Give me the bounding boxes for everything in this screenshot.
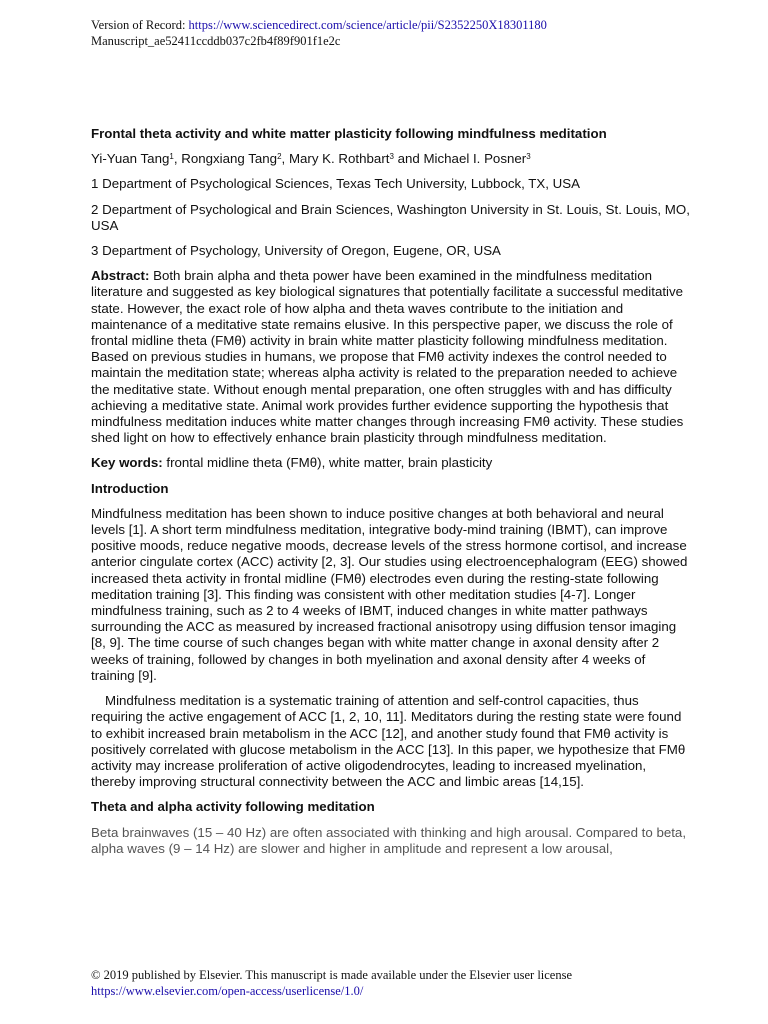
author-name: Yi-Yuan Tang xyxy=(91,151,170,167)
section-heading-introduction: Introduction xyxy=(91,480,169,496)
author-separator: , xyxy=(173,151,182,167)
intro-paragraph-1: Mindfulness meditation has been shown to induce positive changes at both behavioral and neural levels [1]. A short term mindfulness meditation, integrative body-mind training (IBMT), can improve positive moods, reduce negative moods, decrease levels of the stress hormone cortisol, and increase anterior cingulate cortex (ACC) activity [2, 3]. Our studies using electroencephalogram (EEG) showed increased theta activity in frontal midline (FMθ) electrodes even during the resting-state following meditation training [3]. This finding was consistent with other meditation studies [4-7]. Longer mindfulness training, such as 2 to 4 weeks of IBMT, induced changes in white matter pathways surrounding the ACC as measured by increased fractional anisotropy using diffusion tensor imaging [8, 9]. The time course of such changes began with white matter change in axonal density after 2 weeks of training, followed by changes in both myelination and axonal density after 4 weeks of training [9]. xyxy=(91,505,688,683)
author-separator: , xyxy=(281,151,289,167)
author-affiliation-marker: 2 xyxy=(277,152,282,162)
author-name: Michael I. Posner xyxy=(423,151,527,167)
affiliation-3: 3 Department of Psychology, University of Oregon, Eugene, OR, USA xyxy=(91,243,501,259)
version-url-link[interactable]: https://www.sciencedirect.com/science/article/pii/S2352250X18301180 xyxy=(188,18,547,32)
section-heading-theta-alpha: Theta and alpha activity following meditation xyxy=(91,799,375,815)
paper-title: Frontal theta activity and white matter plasticity following mindfulness meditation xyxy=(91,126,607,141)
author-affiliation-marker: 3 xyxy=(389,152,394,162)
author-name: Mary K. Rothbart xyxy=(288,151,390,167)
abstract xyxy=(91,268,691,446)
version-label: Version of Record: xyxy=(91,18,189,32)
keywords-text: frontal midline theta (FMθ), white matter, brain plasticity xyxy=(162,455,493,471)
intro-paragraph-2: Mindfulness meditation is a systematic training of attention and self-control capacities, thus requiring the active engagement of ACC [1, 2, 10, 11]. Meditators during the resting state were found to exhibit increased brain metabolism in the ACC [12], and another study found that FMθ activity is positively correlated with glucose metabolism in the ACC [13]. In this paper, we hypothesize that FMθ activity may increase proliferation of active oligodendrocytes, leading to increased myelination, thereby improving structural connectivity between the ACC and limbic areas [14,15]. xyxy=(91,693,686,790)
keywords xyxy=(91,455,691,471)
page-footer xyxy=(91,967,572,999)
author-name: Rongxiang Tang xyxy=(181,151,278,167)
author-affiliation-marker: 3 xyxy=(526,152,531,162)
page-header xyxy=(91,17,547,49)
author-separator: and xyxy=(393,151,424,167)
keywords-label: Key words: xyxy=(91,455,163,471)
affiliation-1: 1 Department of Psychological Sciences, Texas Tech University, Lubbock, TX, USA xyxy=(91,176,581,192)
abstract-text: Both brain alpha and theta power have been examined in the mindfulness meditation literature and suggested as key biological signatures that potentially facilitate a successful meditative state. However, the exact role of how alpha and theta waves contribute to the initiation and maintenance of a meditative state remains elusive. In this perspective paper, we discuss the role of frontal midline theta (FMθ) activity in brain white matter plasticity following mindfulness meditation. Based on previous studies in humans, we propose that FMθ activity indexes the control needed to maintain the meditation state; whereas alpha activity is related to the preparation needed to achieve the meditative state. Without enough mental preparation, one often struggles with and has difficulty achieving a meditative state. Animal work provides further evidence supporting the hypothesis that mindfulness meditation induces white matter changes through increasing FMθ activity. These studies shed light on how to effectively enhance brain plasticity through mindfulness meditation. xyxy=(91,268,684,446)
author-list xyxy=(91,151,691,167)
affiliation-2: 2 Department of Psychological and Brain Sciences, Washington University in St. Louis, St. Louis, MO, USA xyxy=(91,201,690,233)
theta-paragraph-1: Beta brainwaves (15 – 40 Hz) are often associated with thinking and high arousal. Compared to beta, alpha waves (9 – 14 Hz) are slower and higher in amplitude and represent a low arousal, xyxy=(91,824,687,856)
paper-body xyxy=(91,126,691,866)
manuscript-id: Manuscript_ae52411ccddb037c2fb4f89f901f1e2c xyxy=(91,34,341,48)
license-statement: © 2019 published by Elsevier. This manuscript is made available under the Elsevier user license xyxy=(91,968,573,982)
author-affiliation-marker: 1 xyxy=(169,152,174,162)
version-of-record-line xyxy=(91,17,547,33)
abstract-label: Abstract: xyxy=(91,268,150,284)
license-url-link[interactable]: https://www.elsevier.com/open-access/userlicense/1.0/ xyxy=(91,984,364,998)
